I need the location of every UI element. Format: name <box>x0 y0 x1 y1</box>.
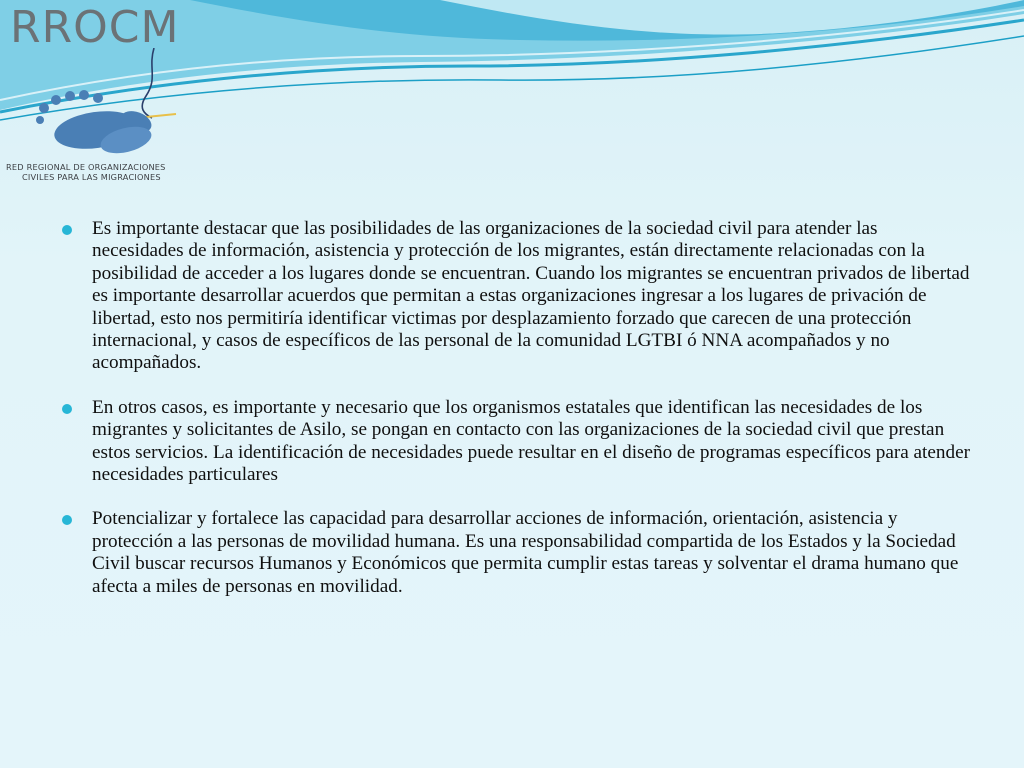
logo-subtitle <box>6 162 166 182</box>
bullet-text: En otros casos, es importante y necesario que los organismos estatales que identifican las necesidades de los migrantes y solicitantes de Asilo, se pongan en contacto con las organizaciones de la sociedad civil que prestan estos servicios. La identificación de necesidades puede resultar en el diseño de programas específicos para atender necesidades particulares <box>92 396 970 486</box>
bullet-icon <box>62 515 72 525</box>
logo-title: RROCM <box>10 2 180 53</box>
bullet-list <box>62 218 972 598</box>
bullet-icon <box>62 225 72 235</box>
bullet-icon <box>62 404 72 414</box>
bullet-text: Es importante destacar que las posibilidades de las organizaciones de la sociedad civil para atender las necesidades de información, asistencia y protección de los migrantes, están directamente relacionadas con la posibilidad de acceder a los lugares donde se encuentran. Cuando los migrantes se encuentran privados de libertad es importante desarrollar acuerdos que permitan a estas organizaciones ingresar a los lugares de privación de libertad, esto nos permitiría identificar victimas por desplazamiento forzado que carecen de una protección internacional, y casos de específicos de las personal de la comunidad LGTBI ó NNA acompañados y no acompañados. <box>92 218 970 374</box>
rrocm-logo <box>0 0 200 190</box>
footprints-icon <box>26 48 186 158</box>
bullet-item <box>62 397 972 487</box>
bullet-text: Potencializar y fortalece las capacidad para desarrollar acciones de información, orientación, asistencia y protección a las personas de movilidad humana. Es una responsabilidad compartida de los Estados y la Sociedad Civil buscar recursos Humanos y Económicos que permita cumplir estas tareas y solventar el drama humano que afecta a miles de personas en movilidad. <box>92 508 959 597</box>
logo-subtitle-line1: RED REGIONAL DE ORGANIZACIONES <box>6 162 166 172</box>
bullet-item <box>62 218 972 375</box>
logo-subtitle-line2: CIVILES PARA LAS MIGRACIONES <box>22 172 161 182</box>
bullet-item <box>62 508 972 598</box>
